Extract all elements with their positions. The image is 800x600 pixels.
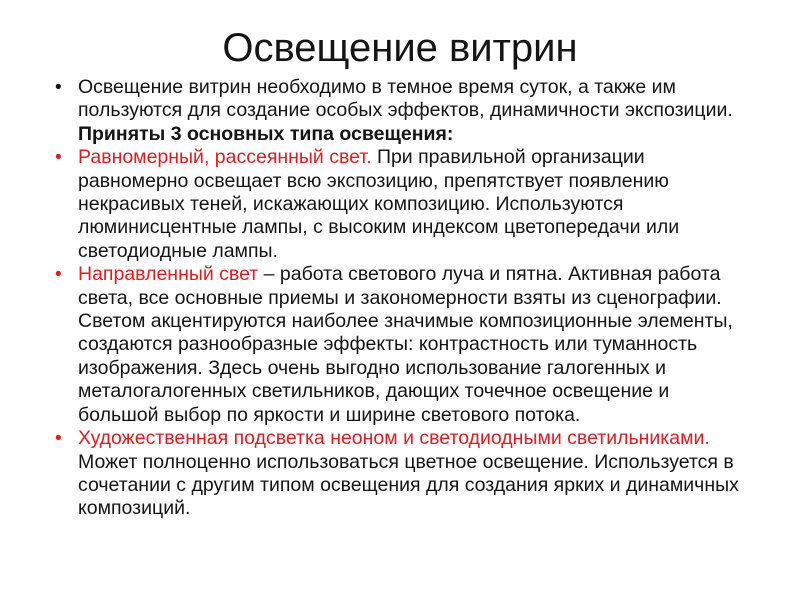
bullet-text: – работа светового луча и пятна. Активная работа света, все основные приемы и закономерности взяты из сценографии. Светом акцентируются наиболее значимые композиционные элементы, создаются разнообразные эффекты: контрастность или туманность изображения. Здесь очень выгодно использование галогенных и металогалогенных светильников, дающих точечное освещение и большой выбор по яркости и ширине светового потока. [78,263,733,426]
bullet-highlight: Художественная подсветка неоном и светодиодными светильниками. [78,427,710,450]
bullet-item-directional [55,263,755,427]
bullet-list [55,76,755,521]
bullet-item-intro [55,76,755,146]
bullet-highlight: Равномерный, рассеянный свет. [78,146,372,169]
bullet-dot-icon: • [55,428,62,450]
bullet-text: При правильной организации равномерно освещает всю экспозицию, препятствует появлению некрасивых теней, искажающих композицию. Используются люминисцентные лампы, с высоким индексом цветопередачи или светодиодные лампы. [78,146,680,262]
bullet-highlight: Направленный свет [78,263,259,286]
slide-title: Освещение витрин [222,26,578,70]
bullet-dot-icon: • [55,147,62,169]
bullet-dot-icon: • [55,264,62,286]
bullet-item-artistic [55,427,755,521]
bullet-text: Может полноценно использоваться цветное освещение. Используется в сочетании с другим типом освещения для создания ярких и динамичных композиций. [78,450,739,520]
bullet-dot-icon: • [55,77,62,98]
bullet-text: Освещение витрин необходимо в темное время суток, а также им пользуются для создание особых эффектов, динамичности экспозиции. [78,76,733,122]
bullet-item-diffuse [55,146,755,263]
bullet-bold-text: Приняты 3 основных типа освещения: [78,122,454,145]
